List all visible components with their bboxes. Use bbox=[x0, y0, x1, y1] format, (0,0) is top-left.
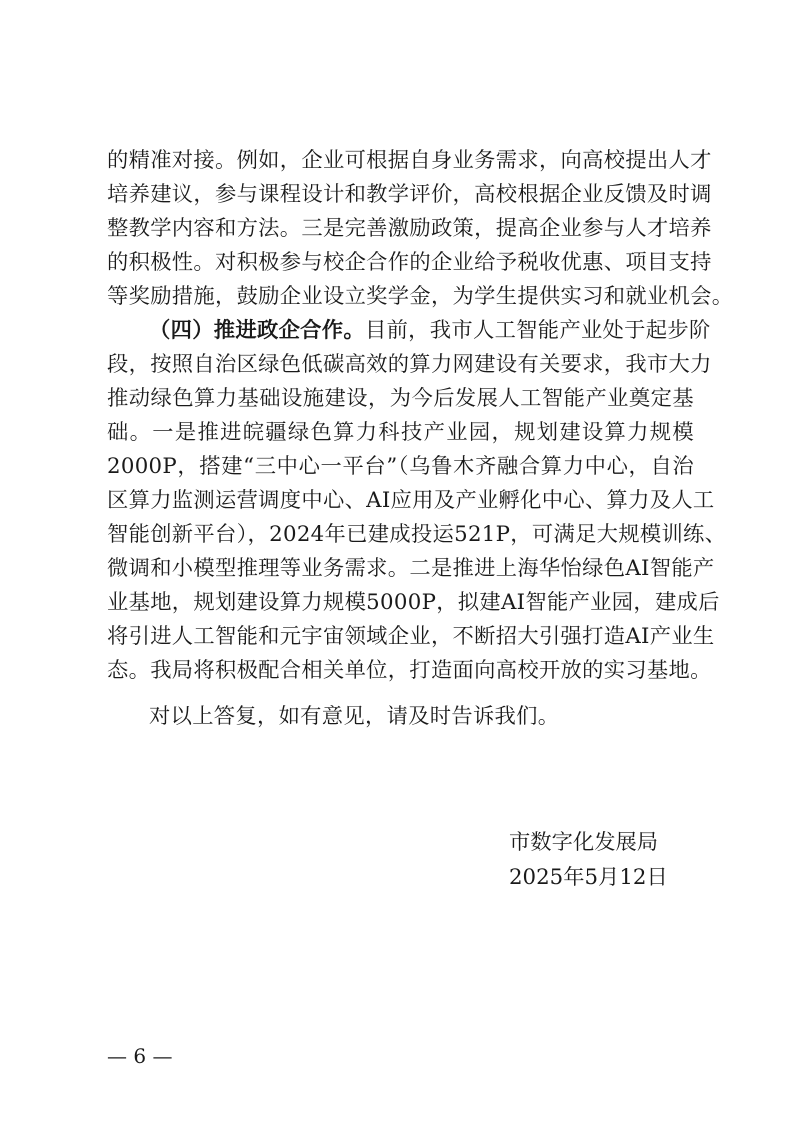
paragraph-2-line-9: 业基地，规划建设算力规模5000P，拟建AI智能产业园，建成后 bbox=[107, 590, 720, 615]
closing-line: 对以上答复，如有意见，请及时告诉我们。 bbox=[149, 704, 560, 729]
paragraph-2-line-5: 2000P，搭建“三中心一平台”（乌鲁木齐融合算力中心，自治 bbox=[107, 454, 694, 479]
paragraph-2-line-1-text: 目前，我市人工智能产业处于起步阶 bbox=[364, 318, 711, 343]
paragraph-2-line-11: 态。我局将积极配合相关单位，打造面向高校开放的实习基地。 bbox=[107, 658, 712, 683]
page-number: — 6 — bbox=[107, 1044, 173, 1068]
paragraph-2-line-8: 微调和小模型推理等业务需求。二是推进上海华怡绿色AI智能产 bbox=[107, 556, 715, 581]
paragraph-2-line-6: 区算力监测运营调度中心、AI应用及产业孵化中心、算力及人工 bbox=[107, 488, 715, 513]
signature-organization: 市数字化发展局 bbox=[509, 830, 659, 855]
signature-date: 2025年5月12日 bbox=[509, 865, 668, 890]
paragraph-1-line-4: 的积极性。对积极参与校企合作的企业给予税收优惠、项目支持 bbox=[107, 250, 712, 275]
paragraph-1-line-5: 等奖励措施，鼓励企业设立奖学金，为学生提供实习和就业机会。 bbox=[107, 284, 734, 309]
paragraph-2-line-2: 段，按照自治区绿色低碳高效的算力网建设有关要求，我市大力 bbox=[107, 352, 712, 377]
section-heading: （四）推进政企合作。 bbox=[149, 318, 365, 343]
paragraph-2-line-7: 智能创新平台），2024年已建成投运521P，可满足大规模训练、 bbox=[107, 522, 727, 547]
paragraph-1-line-2: 培养建议，参与课程设计和教学评价，高校根据企业反馈及时调 bbox=[107, 182, 712, 207]
paragraph-2-line-1 bbox=[149, 315, 711, 347]
paragraph-2-line-10: 将引进人工智能和元宇宙领域企业，不断招大引强打造AI产业生 bbox=[107, 624, 715, 649]
paragraph-1-line-1: 的精准对接。例如，企业可根据自身业务需求，向高校提出人才 bbox=[107, 148, 712, 173]
paragraph-2-line-3: 推动绿色算力基础设施建设，为今后发展人工智能产业奠定基 bbox=[107, 386, 694, 411]
paragraph-1-line-3: 整教学内容和方法。三是完善激励政策，提高企业参与人才培养 bbox=[107, 216, 712, 241]
paragraph-2-line-4: 础。一是推进皖疆绿色算力科技产业园，规划建设算力规模 bbox=[107, 420, 694, 445]
